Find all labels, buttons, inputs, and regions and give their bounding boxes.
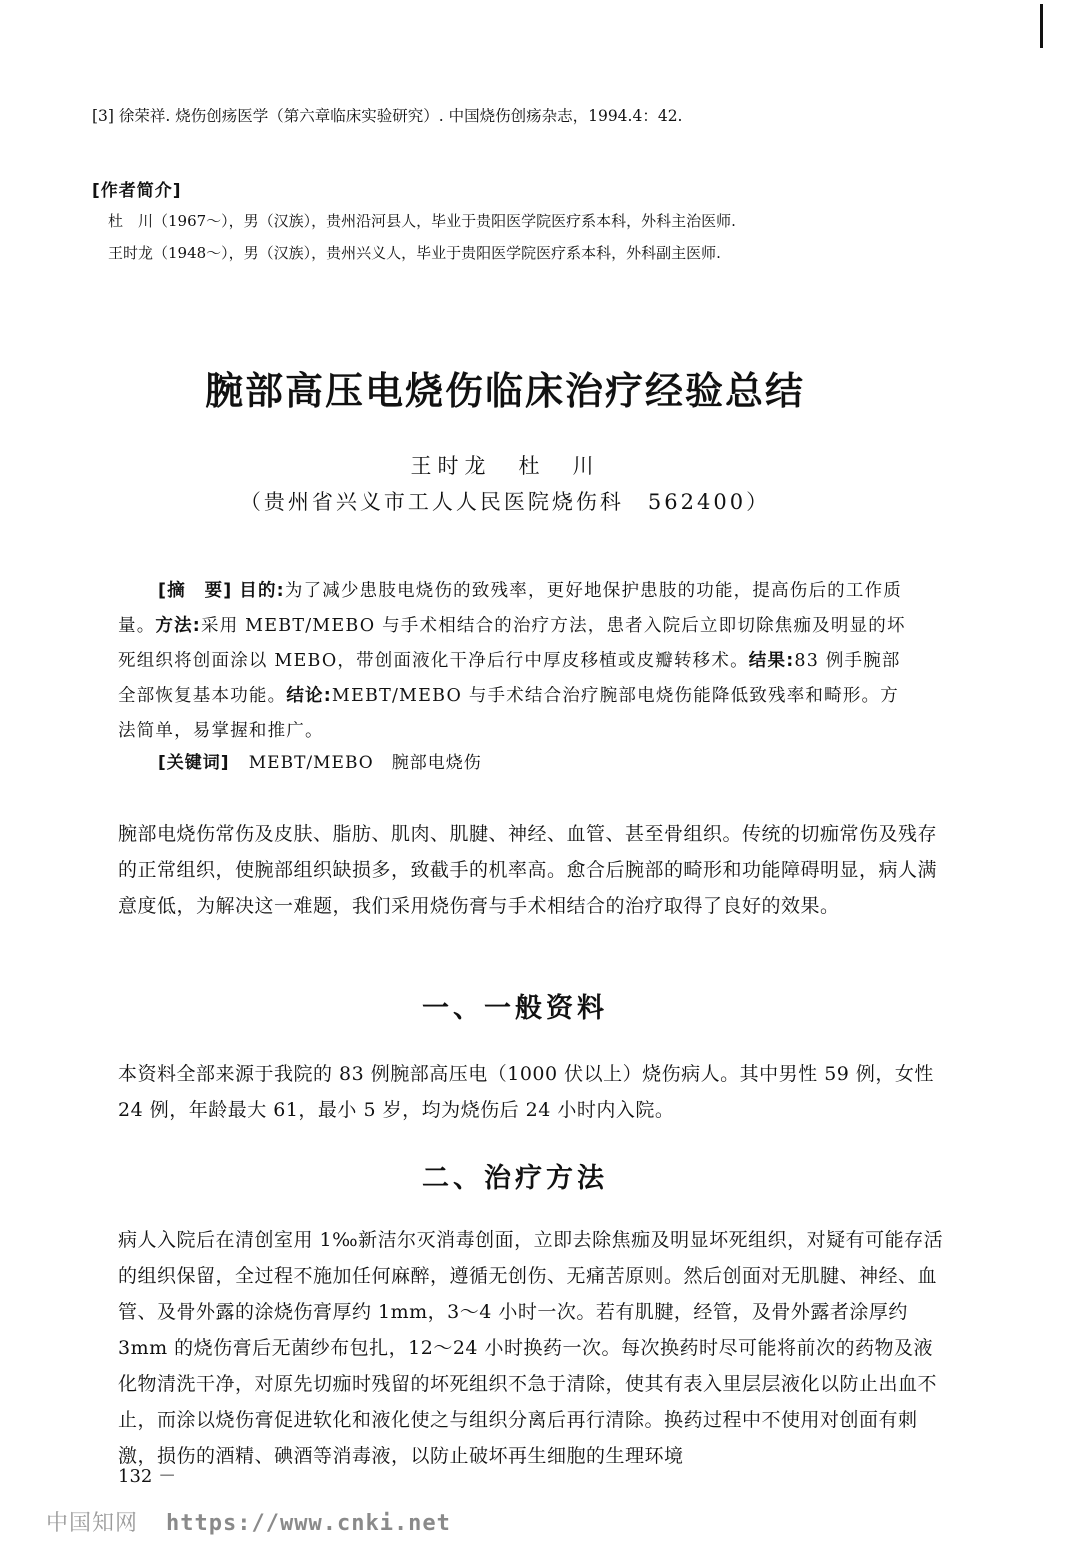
keywords-label: [关键词] xyxy=(158,753,230,773)
objective-text: 为了减少患肢电烧伤的致残率，更好地保护患肢的功能，提高伤后的工作质量。 xyxy=(118,581,902,636)
section-heading: 二、治疗方法 xyxy=(422,1163,608,1194)
page-number: 132 － xyxy=(118,1466,177,1487)
method-text: 采用 MEBT/MEBO 与手术相结合的治疗方法，患者入院后立即切除焦痂及明显的坏死组织将创面涂以 MEBO，带创面液化干净后行中厚皮移植或皮瓣转移术。 xyxy=(118,616,906,671)
watermark-cn: 中国知网 xyxy=(46,1511,139,1536)
abstract-label: [摘 要] xyxy=(158,581,233,601)
reference-entry: [3] 徐荣祥. 烧伤创疡医学（第六章临床实验研究）. 中国烧伤创疡杂志，1994.4：42. xyxy=(92,107,683,125)
article-authors: 王时龙 杜 川 xyxy=(410,454,600,478)
page-edge-mark xyxy=(1040,4,1043,48)
section-body: 病人入院后在清创室用 1‰新洁尔灭消毒创面，立即去除焦痂及明显坏死组织，对疑有可能存活的组织保留，全过程不施加任何麻醉，遵循无创伤、无痛苦原则。然后创面对无肌腱、神经、血管、及骨外露的涂烧伤膏厚约 1mm，3～4 小时一次。若有肌腱，经管，及骨外露者涂厚约 3mm 的烧伤膏后无菌纱布包扎，12～24 小时换药一次。每次换药时尽可能将前次的药物及液化物清洗干净，对原先切痂时残留的坏死组织不急于清除，使其有表入里层层液化以防止出血不止，而涂以烧伤膏促进软化和液化使之与组织分离后再行清除。换药过程中不使用对创面有刺激，损伤的酒精、碘酒等消毒液，以防止破坏再生细胞的生理环境 xyxy=(118,1229,944,1467)
result-label: 结果: xyxy=(748,651,795,671)
author-bio-line: 杜 川（1967～），男（汉族），贵州沿河县人，毕业于贵阳医学院医疗系本科，外科主治医师. xyxy=(108,212,736,230)
author-bio-line: 王时龙（1948～），男（汉族），贵州兴义人，毕业于贵阳医学院医疗系本科，外科副主医师. xyxy=(108,244,721,262)
article-affiliation: （贵州省兴义市工人人民医院烧伤科 562400） xyxy=(239,490,771,514)
keywords xyxy=(158,748,918,773)
result-text: 83 例手腕部全部恢复基本功能。 xyxy=(118,651,901,706)
watermark-url: https://www.cnki.net xyxy=(166,1511,451,1536)
section-body: 本资料全部来源于我院的 83 例腕部高压电（1000 伏以上）烧伤病人。其中男性 59 例，女性 24 例，年龄最大 61，最小 5 岁，均为烧伤后 24 小时内入院。 xyxy=(118,1063,934,1121)
article-title: 腕部高压电烧伤临床治疗经验总结 xyxy=(204,369,805,413)
method-label: 方法: xyxy=(155,616,202,636)
intro-paragraph: 腕部电烧伤常伤及皮肤、脂肪、肌肉、肌腱、神经、血管、甚至骨组织。传统的切痂常伤及残存的正常组织，使腕部组织缺损多，致截手的机率高。愈合后腕部的畸形和功能障碍明显，病人满意度低，为解决这一难题，我们采用烧伤膏与手术相结合的治疗取得了良好的效果。 xyxy=(118,823,938,917)
author-bio-heading: [作者简介] xyxy=(92,181,182,201)
abstract xyxy=(118,574,908,749)
cnki-watermark xyxy=(46,1506,451,1537)
conclusion-text: MEBT/MEBO 与手术结合治疗腕部电烧伤能降低致残率和畸形。方法简单，易掌握和推广。 xyxy=(118,686,899,741)
objective-label: 目的: xyxy=(239,581,285,601)
keywords-text: MEBT/MEBO 腕部电烧伤 xyxy=(248,753,482,773)
conclusion-label: 结论: xyxy=(286,686,332,706)
section-heading: 一、一般资料 xyxy=(422,993,608,1024)
